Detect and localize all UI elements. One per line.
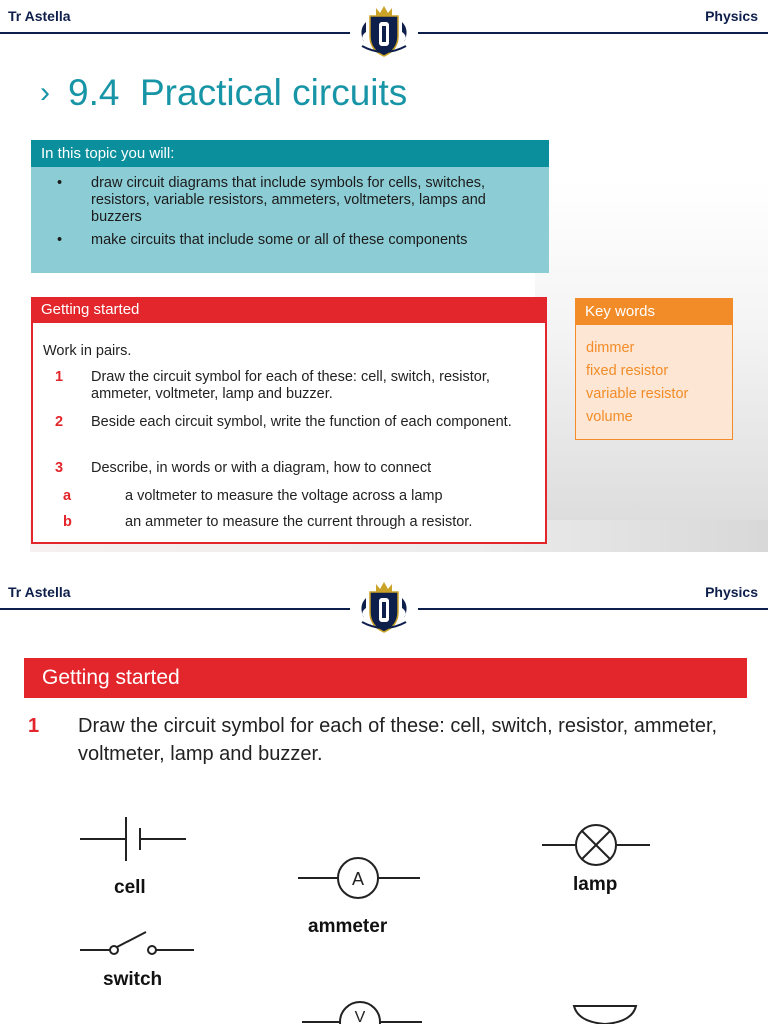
cell-label: cell	[114, 877, 146, 898]
subject-name: Physics	[705, 8, 758, 24]
topic-bullet-text: make circuits that include some or all of these components	[91, 232, 468, 248]
slide-2	[0, 576, 768, 1024]
teacher-name: Tr Astella	[8, 8, 71, 24]
bullet-dot: •	[57, 175, 63, 191]
title-number: 9.4	[68, 72, 120, 113]
question-text: Draw the circuit symbol for each of these: cell, switch, resistor, ammeter, voltmeter, lamp and buzzer.	[78, 715, 718, 765]
switch-symbol	[78, 926, 196, 960]
question-number: 1	[28, 715, 40, 737]
getting-started-banner: Getting started	[24, 658, 747, 698]
voltmeter-symbol	[300, 1000, 424, 1024]
key-word: dimmer	[586, 340, 635, 356]
header-rule-right	[418, 608, 768, 610]
lamp-label: lamp	[573, 874, 618, 895]
page-title	[40, 72, 407, 114]
question-number: 1	[55, 369, 64, 385]
bullet-dot: •	[57, 232, 63, 248]
topic-bullet-list	[31, 175, 549, 249]
teacher-name: Tr Astella	[8, 584, 71, 600]
key-words-heading: Key words	[575, 298, 733, 325]
chevron-right-icon: ›	[40, 76, 50, 109]
question-text: Draw the circuit symbol for each of these: cell, switch, resistor, ammeter, voltmeter, lamp and buzzer.	[91, 369, 490, 402]
header-rule-left	[0, 32, 350, 34]
topic-box	[31, 140, 549, 273]
key-word: fixed resistor	[586, 363, 669, 379]
slide-header	[0, 0, 768, 40]
topic-bullet	[31, 232, 549, 249]
slide-gap	[0, 552, 768, 576]
subject-name: Physics	[705, 584, 758, 600]
ammeter-letter: A	[351, 869, 365, 889]
header-rule-left	[0, 608, 350, 610]
sub-question-letter: b	[63, 514, 72, 530]
buzzer-symbol	[570, 1004, 640, 1024]
question-number: 3	[55, 460, 64, 476]
question-number: 2	[55, 414, 64, 430]
question-text: Describe, in words or with a diagram, how to connect	[91, 460, 432, 476]
voltmeter-letter: V	[354, 1009, 366, 1024]
topic-bullet	[31, 175, 549, 226]
ammeter-label: ammeter	[308, 916, 388, 937]
key-word: variable resistor	[586, 386, 689, 402]
sub-question-letter: a	[63, 488, 72, 504]
slide-header	[0, 576, 768, 616]
title-text: Practical circuits	[140, 72, 408, 113]
sub-question-text: a voltmeter to measure the voltage across a lamp	[125, 488, 443, 504]
school-crest-icon	[352, 578, 416, 636]
school-crest-icon	[352, 2, 416, 60]
question-text: Beside each circuit symbol, write the function of each component.	[91, 414, 512, 430]
topic-box-heading: In this topic you will:	[31, 140, 549, 167]
topic-bullet-text: draw circuit diagrams that include symbols for cells, switches, resistors, variable resistors, ammeters, voltmeters, lamps and buzzers	[91, 175, 486, 225]
ammeter-symbol	[296, 854, 422, 902]
lamp-symbol	[540, 822, 652, 868]
switch-label: switch	[103, 969, 163, 990]
getting-started-heading: Getting started	[31, 297, 547, 323]
key-word: volume	[586, 409, 633, 425]
getting-started-box	[31, 297, 547, 544]
getting-started-intro: Work in pairs.	[43, 343, 132, 359]
header-rule-right	[418, 32, 768, 34]
cell-symbol	[78, 814, 188, 864]
key-words-box	[575, 298, 733, 440]
sub-question-text: an ammeter to measure the current through a resistor.	[125, 514, 473, 530]
